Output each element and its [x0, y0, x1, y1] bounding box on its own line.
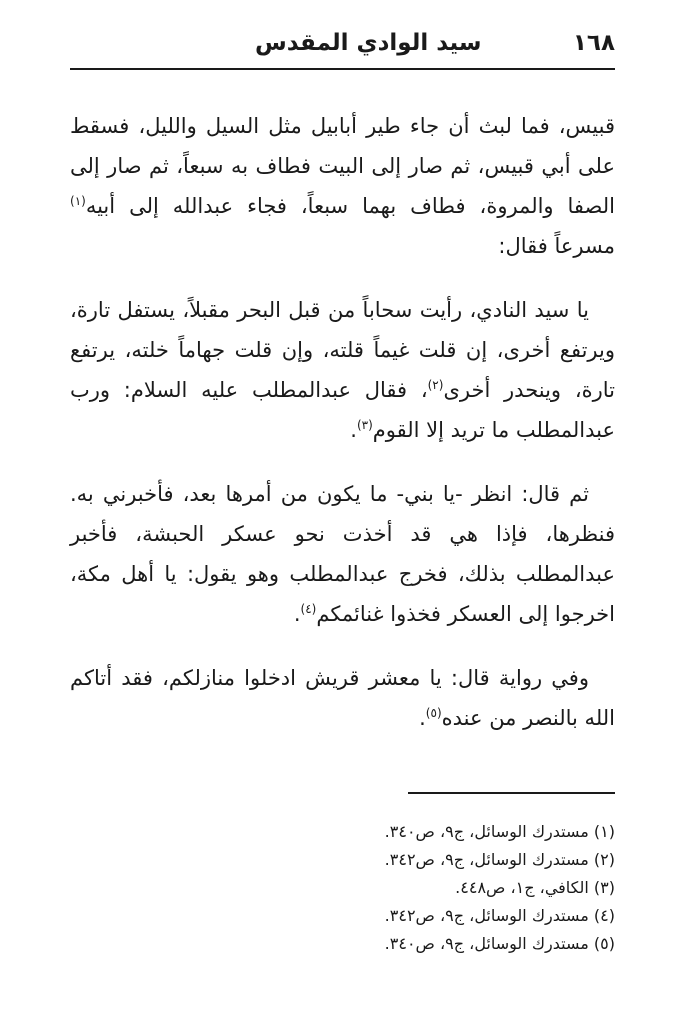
paragraph-3 — [70, 474, 615, 634]
paragraph-2 — [70, 290, 615, 450]
paragraph-text: . — [419, 706, 426, 730]
page-header — [70, 28, 615, 68]
footnote-3: (٣) الكافي، ج١، ص٤٤٨. — [455, 878, 615, 897]
paragraph-text: قبيس، فما لبث أن جاء طير أبابيل مثل السيل والليل، فسقط على أبي قبيس، ثم صار إلى البيت فطاف به سبعاً، ثم صار إلى الصفا والمروة، فطاف بهما سبعاً، فجاء عبدالله إلى أبيه — [70, 114, 615, 218]
paragraph-text: . — [293, 602, 301, 626]
header-rule — [70, 68, 615, 70]
footnote-4: (٤) مستدرك الوسائل، ج٩، ص٣٤٢. — [384, 906, 615, 925]
footnote-rule — [408, 792, 615, 794]
footnote-ref-1: (١) — [70, 194, 86, 208]
footnote-ref-3: (٣) — [356, 418, 373, 432]
page-number: ١٦٨ — [572, 30, 615, 56]
paragraph-1 — [70, 106, 615, 266]
paragraph-text: يا سيد النادي، رأيت سحاباً من قبل البحر مقبلاً، يستفل تارة، ويرتفع أخرى، إن قلت غيماً قلته، وإن قلت جهاماً خلته، يرتفع تارة، وينحدر أخرى — [70, 298, 615, 402]
book-page — [70, 28, 615, 1018]
paragraph-text: ، فقال عبدالمطلب عليه السلام: ورب عبدالمطلب ما تريد إلا القوم — [70, 378, 615, 442]
paragraph-text: مسرعاً فقال: — [498, 234, 615, 258]
footnote-ref-5: (٥) — [425, 706, 442, 720]
footnote-1: (١) مستدرك الوسائل، ج٩، ص٣٤٠. — [384, 822, 615, 841]
paragraph-text: وفي رواية قال: يا معشر قريش ادخلوا منازلكم، فقد أتاكم الله بالنصر من عنده — [70, 666, 615, 730]
footnote-5: (٥) مستدرك الوسائل، ج٩، ص٣٤٠. — [384, 934, 615, 953]
running-title: سيد الوادي المقدس — [255, 30, 482, 56]
paragraph-text: ثم قال: انظر -يا بني- ما يكون من أمرها بعد، فأخبرني به. فنظرها، فإذا هي قد أخذت نحو عسكر الحبشة، فأخبر عبدالمطلب بذلك، فخرج عبدالمطلب وهو يقول: يا أهل مكة، اخرجوا إلى العسكر فخذوا غنائمكم — [70, 482, 615, 626]
footnote-ref-2: (٢) — [427, 378, 444, 392]
body-text — [70, 106, 615, 762]
footnote-2: (٢) مستدرك الوسائل، ج٩، ص٣٤٢. — [384, 850, 615, 869]
footnote-ref-4: (٤) — [300, 602, 317, 616]
footnotes — [70, 818, 615, 958]
paragraph-text: . — [350, 418, 357, 442]
paragraph-4 — [70, 658, 615, 738]
